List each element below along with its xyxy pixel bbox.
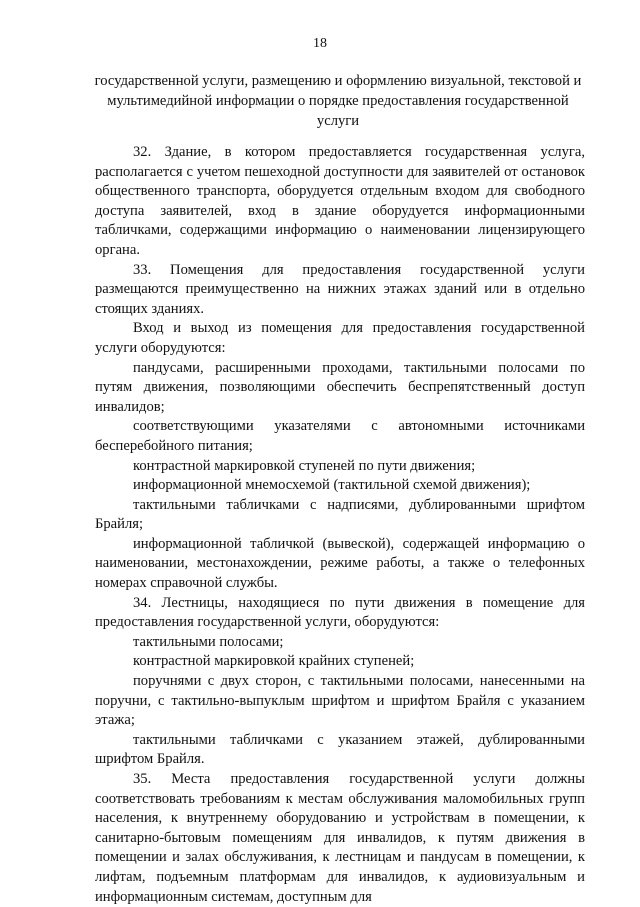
document-body xyxy=(95,143,585,907)
paragraph-35: 35. Места предоставления государственной услуги должны соответствовать требованиям к местам обслуживания маломобильных групп населения, к внутреннему оборудованию и устройствам в помещении, к санитарно-бытовым помещениям для инвалидов, к путям движения в помещении и залах обслуживания, к лестницам и пандусам в помещении, к лифтам, подъемным платформам для инвалидов, к аудиовизуальным и информационным системам, доступным для xyxy=(95,771,585,905)
list-item-ramps: пандусами, расширенными проходами, тактильными полосами по путям движения, позволяющими обеспечить беспрепятственный доступ инвалидов; xyxy=(95,359,585,415)
paragraph-entrance: Вход и выход из помещения для предоставления государственной услуги оборудуются: xyxy=(95,320,585,356)
list-item-signs: соответствующими указателями с автономными источниками бесперебойного питания; xyxy=(95,418,585,454)
list-item-tactile-strips: тактильными полосами; xyxy=(133,633,284,650)
list-item-contrast-marking: контрастной маркировкой ступеней по пути движения; xyxy=(133,457,476,474)
list-item-floor-plates: тактильными табличками с указанием этажей, дублированными шрифтом Брайля. xyxy=(95,731,585,768)
list-item-tactile-plates: тактильными табличками с надписями, дублированными шрифтом Брайля; xyxy=(95,496,585,533)
list-item-handrails: поручнями с двух сторон, с тактильными полосами, нанесенными на поручни, с тактильно-выпуклым шрифтом и шрифтом Брайля с указанием этажа; xyxy=(95,673,585,729)
section-heading: государственной услуги, размещению и оформлению визуальной, текстовой и мультимедийной информации о порядке предоставления государственной услуги xyxy=(94,73,582,129)
paragraph-32: 32. Здание, в котором предоставляется государственная услуга, располагается с учетом пешеходной доступности для заявителей от остановок общественного транспорта, оборудуется отдельным входом для свободного доступа заявителей, вход в здание оборудуется информационными табличками, содержащими информацию о наименовании лицензирующего органа. xyxy=(95,144,585,258)
list-item-mnemonic-scheme: информационной мнемосхемой (тактильной схемой движения); xyxy=(133,477,531,494)
list-item-edge-step-marking: контрастной маркировкой крайних ступеней; xyxy=(133,653,415,670)
paragraph-34: 34. Лестницы, находящиеся по пути движения в помещение для предоставления государственной услуги, оборудуются: xyxy=(95,594,585,631)
list-item-info-sign: информационной табличкой (вывеской), содержащей информацию о наименовании, местонахождении, режиме работы, а также о телефонных номерах справочной службы. xyxy=(95,535,585,592)
page-number: 18 xyxy=(313,36,327,51)
paragraph-33: 33. Помещения для предоставления государственной услуги размещаются преимущественно на нижних этажах зданий или в отдельно стоящих зданиях. xyxy=(95,261,585,317)
